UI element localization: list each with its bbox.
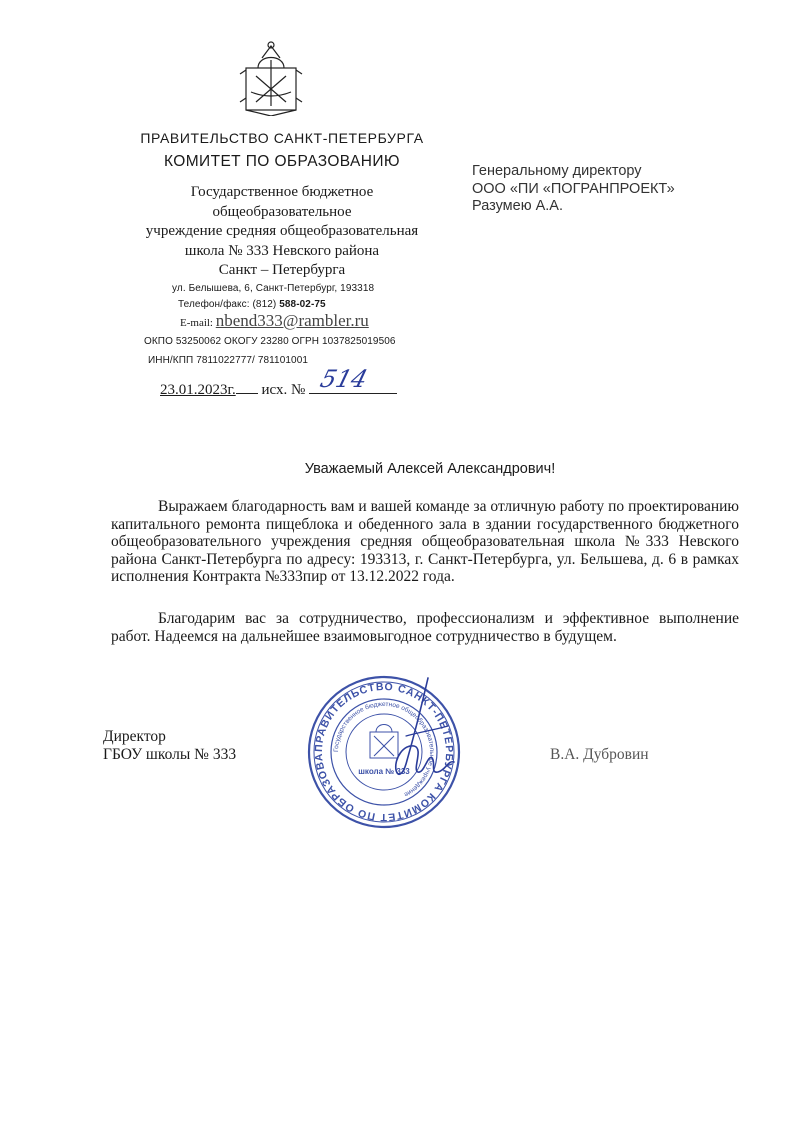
address-line: ул. Белышева, 6, Санкт-Петербург, 193318 (172, 283, 375, 294)
email-label: E-mail: (180, 317, 216, 329)
institution-line: общеобразовательное (212, 203, 352, 220)
recipient-line: Разумею А.А. (472, 198, 564, 214)
institution-line: Государственное бюджетное (190, 184, 374, 200)
signatory-name: В.А. Дубровин (550, 746, 649, 763)
salutation: Уважаемый Алексей Александрович! (304, 461, 556, 477)
institution-line: Санкт – Петербурга (218, 262, 346, 278)
government-title: ПРАВИТЕЛЬСТВО САНКТ-ПЕТЕРБУРГА (140, 130, 424, 146)
phone-line (178, 299, 326, 310)
handwritten-signature (368, 674, 468, 784)
institution-name (120, 183, 444, 281)
recipient-block (472, 163, 675, 216)
stamp-inner-text: Государственное бюджетное общеобразовательное учреждение (332, 700, 436, 799)
outgoing-label: исх. № (261, 382, 306, 398)
email-link[interactable]: nbend333@rambler.ru (215, 311, 369, 330)
position-line: ГБОУ школы № 333 (103, 746, 237, 763)
phone-label: Телефон/факс: (812) (178, 299, 280, 310)
coat-of-arms-emblem (238, 40, 304, 116)
stamp-center-text: школа № 333 (358, 767, 410, 776)
outgoing-number-handwritten: 514 (317, 365, 371, 393)
signatory-position (103, 728, 236, 764)
stamp-outer-text: ПРАВИТЕЛЬСТВО САНКТ-ПЕТЕРБУРГА КОМИТЕТ ПО ОБРАЗОВА (312, 680, 456, 824)
institution-line: учреждение средняя общеобразовательная (145, 223, 419, 239)
recipient-line: ООО «ПИ «ПОГРАНПРОЕКТ» (472, 180, 675, 197)
outgoing-reference (160, 365, 397, 399)
institution-line: школа № 333 Невского района (184, 242, 380, 259)
committee-title: КОМИТЕТ ПО ОБРАЗОВАНИЮ (164, 153, 400, 170)
letter-date: 23.01.2023г. (160, 382, 236, 398)
inn-line: ИНН/КПП 7811022777/ 781101001 (148, 355, 309, 366)
recipient-line: Генеральному директору (472, 163, 642, 179)
position-line: Директор (103, 728, 166, 745)
phone-value: 588-02-75 (279, 299, 326, 310)
body-paragraph: Благодарим вас за сотрудничество, профессионализм и эффективное выполнение работ. Надеемся на дальнейшее взаимовыгодное сотрудничество в будущем. (111, 610, 739, 645)
email-line (180, 311, 369, 331)
okpo-line: ОКПО 53250062 ОКОГУ 23280 ОГРН 1037825019506 (144, 336, 396, 347)
body-paragraph: Выражаем благодарность вам и вашей команде за отличную работу по проектированию капитального ремонта пищеблока и обеденного зала в здании государственного бюджетного общеобразовательного учреждения средняя общеобразовательная школа №333 Невского района Санкт-Петербурга по адресу: 193313, г. Санкт-Петербурга, ул. Бельшева, д. 6 в рамках исполнения Контракта №333пир от 13.12.2022 года. (111, 498, 739, 586)
